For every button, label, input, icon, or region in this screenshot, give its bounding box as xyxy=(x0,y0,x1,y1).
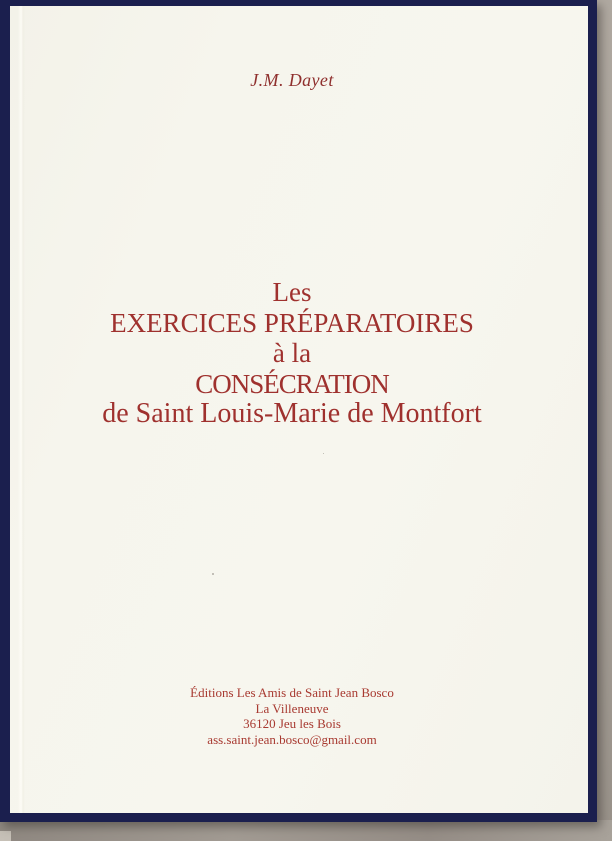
title-line: CONSÉCRATION xyxy=(195,368,389,399)
publisher-email: ass.saint.jean.bosco@gmail.com xyxy=(207,731,377,747)
title-line: Les xyxy=(272,277,312,307)
title-line: EXERCICES PRÉPARATOIRES xyxy=(110,307,474,338)
title-line: de Saint Louis-Marie de Montfort xyxy=(102,398,482,429)
table-surface-shadow xyxy=(0,820,612,841)
publisher-block xyxy=(10,685,574,747)
author-name: J.M. Dayet xyxy=(250,70,334,90)
publisher-address-line: La Villeneuve xyxy=(255,700,329,716)
publisher-address-line: 36120 Jeu les Bois xyxy=(243,716,341,732)
publisher-name: Éditions Les Amis de Saint Jean Bosco xyxy=(190,685,394,700)
surface-highlight xyxy=(0,831,11,841)
book-title xyxy=(10,277,574,430)
title-line: à la xyxy=(272,338,312,368)
cover-text xyxy=(10,6,574,813)
book-front-cover xyxy=(10,6,588,813)
